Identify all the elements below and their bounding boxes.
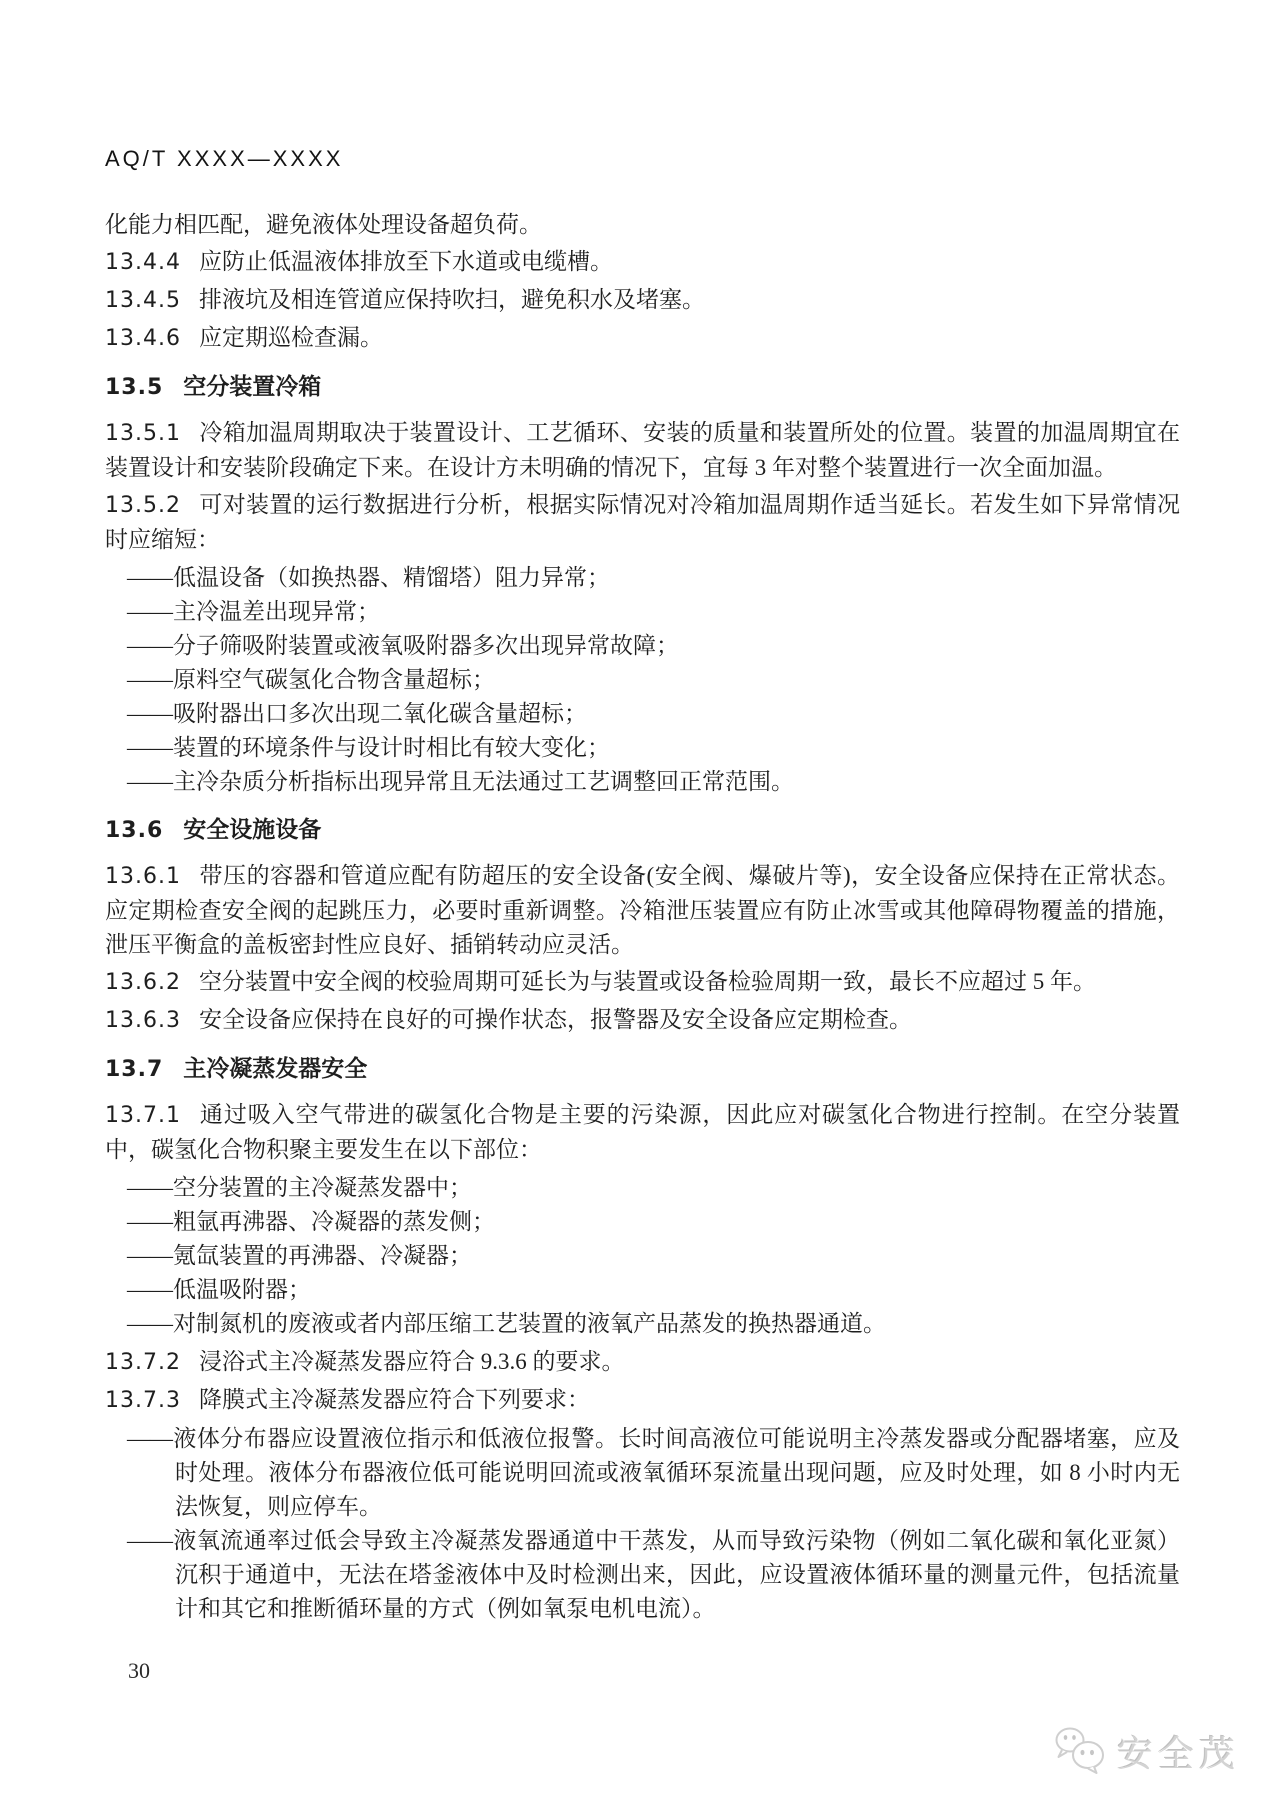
clause-text: 通过吸入空气带进的碳氢化合物是主要的污染源，因此应对碳氢化合物进行控制。在空分装置中，碳氢化合物积聚主要发生在以下部位： [105,1102,1180,1162]
list-item [127,1273,1180,1307]
list-item-text: 主冷杂质分析指标出现异常且无法通过工艺调整回正常范围。 [173,769,794,794]
clause-text: 浸浴式主冷凝蒸发器应符合 9.3.6 的要求。 [198,1349,625,1374]
list-item-text: 空分装置的主冷凝蒸发器中； [173,1175,472,1200]
dash-list-13-5-2 [105,561,1180,799]
clause-text: 降膜式主冷凝蒸发器应符合下列要求： [198,1387,590,1412]
dash-marker: —— [127,735,173,760]
clause-number: 13.5.1 [105,421,181,446]
list-item [127,1307,1180,1341]
list-item [127,731,1180,765]
clause-number: 13.6.2 [105,970,181,995]
watermark-text: 安全茂 [1116,1733,1240,1774]
list-item-text: 主冷温差出现异常； [173,599,380,624]
clause-text: 应防止低温液体排放至下水道或电缆槽。 [198,249,613,274]
heading-number: 13.6 [105,818,164,843]
clause-number: 13.4.5 [105,288,181,313]
clause-13-4-6 [105,321,1180,356]
list-item-text: 液体分布器应设置液位指示和低液位报警。长时间高液位可能说明主冷蒸发器或分配器堵塞，应及时处理。液体分布器液位低可能说明回流或液氧循环泵流量出现问题，应及时处理，如 8 小时内无法恢复，则应停车。 [173,1426,1180,1519]
clause-number: 13.4.4 [105,250,181,275]
heading-text: 主冷凝蒸发器安全 [183,1055,368,1081]
dash-list-13-7-3 [105,1422,1180,1626]
clause-13-7-2 [105,1345,1180,1380]
list-item-text: 分子筛吸附装置或液氧吸附器多次出现异常故障； [173,633,679,658]
list-item [127,663,1180,697]
dash-marker: —— [127,1311,173,1336]
section-heading-13-5 [105,369,1180,405]
heading-number: 13.5 [105,375,164,400]
page-content [105,205,1180,1630]
list-item-text: 对制氮机的废液或者内部压缩工艺装置的液氧产品蒸发的换热器通道。 [173,1311,886,1336]
list-item-text: 低温吸附器； [173,1277,311,1302]
dash-marker: —— [127,1175,173,1200]
clause-text: 可对装置的运行数据进行分析，根据实际情况对冷箱加温周期作适当延长。若发生如下异常情况时应缩短： [105,492,1180,552]
list-item [127,765,1180,799]
document-code: AQ/T XXXX—XXXX [105,146,344,171]
watermark [1051,1724,1240,1779]
clause-number: 13.5.2 [105,493,181,518]
heading-text: 安全设施设备 [183,816,322,842]
list-item [127,595,1180,629]
paragraph-continuation: 化能力相匹配，避免液体处理设备超负荷。 [105,212,542,237]
dash-marker: —— [127,1209,173,1234]
heading-text: 空分装置冷箱 [183,373,322,399]
section-heading-13-7 [105,1051,1180,1087]
dash-list-13-7-1 [105,1171,1180,1341]
list-item [127,697,1180,731]
dash-marker: —— [127,769,173,794]
clause-number: 13.4.6 [105,326,181,351]
clause-number: 13.7.3 [105,1388,181,1413]
clause-number: 13.6.3 [105,1008,181,1033]
clause-number: 13.6.1 [105,864,181,889]
list-item [127,1422,1180,1524]
clause-13-6-3 [105,1003,1180,1038]
list-item [127,561,1180,595]
clause-13-5-1 [105,416,1180,485]
dash-marker: —— [127,1277,173,1302]
clause-text: 安全设备应保持在良好的可操作状态，报警器及安全设备应定期检查。 [198,1007,912,1032]
dash-marker: —— [127,565,173,590]
clause-number: 13.7.1 [105,1103,181,1128]
clause-text: 排液坑及相连管道应保持吹扫，避免积水及堵塞。 [198,287,705,312]
clause-13-4-4 [105,245,1180,280]
clause-text: 应定期巡检查漏。 [198,325,383,350]
clause-text: 空分装置中安全阀的校验周期可延长为与装置或设备检验周期一致，最长不应超过 5 年。 [198,969,1096,994]
dash-marker: —— [127,633,173,658]
dash-marker: —— [127,1243,173,1268]
clause-13-4-5 [105,283,1180,318]
list-item [127,1171,1180,1205]
list-item [127,1524,1180,1626]
list-item [127,1205,1180,1239]
dash-marker: —— [127,599,173,624]
list-item-text: 粗氩再沸器、冷凝器的蒸发侧； [173,1209,495,1234]
list-item-text: 装置的环境条件与设计时相比有较大变化； [173,735,610,760]
clause-text: 带压的容器和管道应配有防超压的安全设备(安全阀、爆破片等)，安全设备应保持在正常状态。应定期检查安全阀的起跳压力，必要时重新调整。冷箱泄压装置应有防止冰雪或其他障碍物覆盖的措施，泄压平衡盒的盖板密封性应良好、插销转动应灵活。 [105,863,1180,957]
list-item-text: 吸附器出口多次出现二氧化碳含量超标； [173,701,587,726]
list-item [127,1239,1180,1273]
clause-text: 冷箱加温周期取决于装置设计、工艺循环、安装的质量和装置所处的位置。装置的加温周期宜在装置设计和安装阶段确定下来。在设计方未明确的情况下，宜每 3 年对整个装置进行一次全面加温。 [105,420,1180,480]
clause-number: 13.7.2 [105,1350,181,1375]
dash-marker: —— [127,1426,173,1451]
list-item-text: 氪氙装置的再沸器、冷凝器； [173,1243,472,1268]
dash-marker: —— [127,667,173,692]
wechat-icon [1051,1724,1109,1779]
clause-13-6-2 [105,965,1180,1000]
heading-number: 13.7 [105,1057,164,1082]
page-number: 30 [128,1658,150,1683]
list-item [127,629,1180,663]
dash-marker: —— [127,1528,173,1553]
clause-13-7-1 [105,1098,1180,1167]
clause-13-5-2 [105,488,1180,557]
list-item-text: 液氧流通率过低会导致主冷凝蒸发器通道中干蒸发，从而导致污染物（例如二氧化碳和氧化亚氮）沉积于通道中，无法在塔釜液体中及时检测出来，因此，应设置液体循环量的测量元件，包括流量计和其它和推断循环量的方式（例如氧泵电机电流）。 [173,1528,1180,1621]
clause-13-6-1 [105,859,1180,962]
list-item-text: 低温设备（如换热器、精馏塔）阻力异常； [173,565,610,590]
clause-13-7-3 [105,1383,1180,1418]
dash-marker: —— [127,701,173,726]
section-heading-13-6 [105,812,1180,848]
list-item-text: 原料空气碳氢化合物含量超标； [173,667,495,692]
